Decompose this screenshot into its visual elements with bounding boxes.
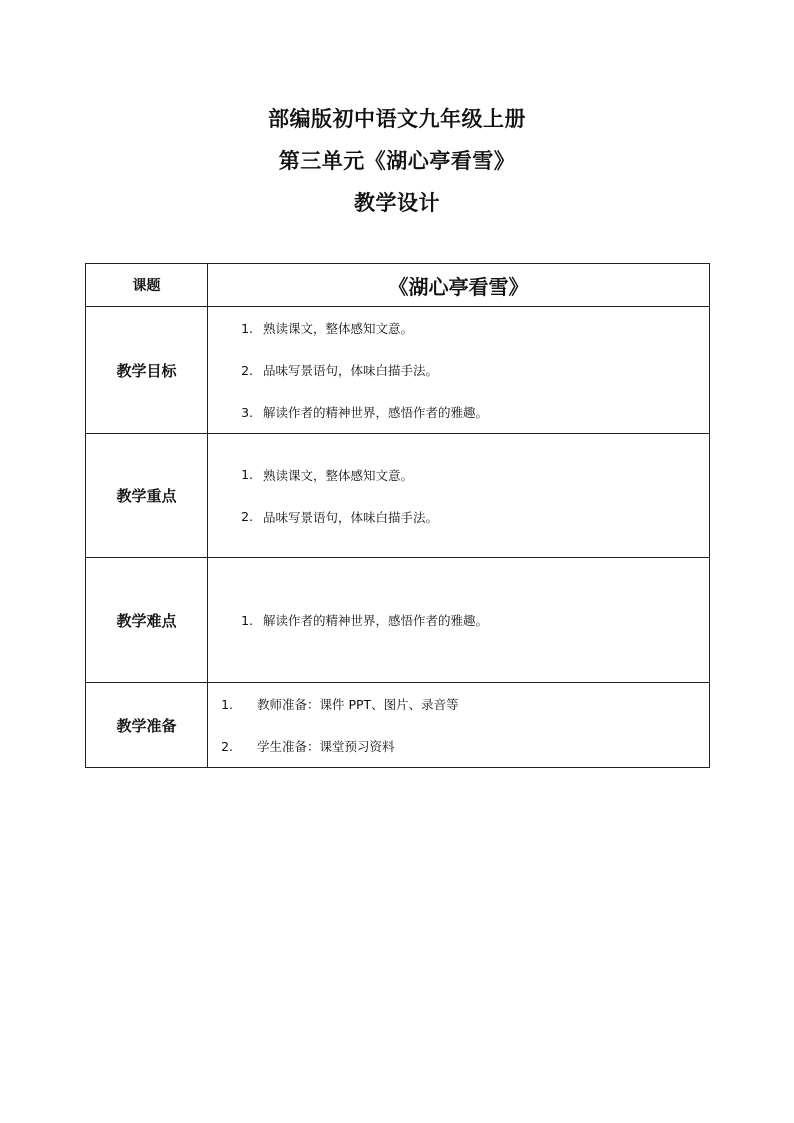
topic-label: 课题 <box>86 264 208 307</box>
table-row-preparation <box>86 683 710 768</box>
list-item <box>208 349 709 391</box>
list-item-text: 熟读课文，整体感知文意。 <box>263 467 414 483</box>
key-points-list <box>208 454 709 538</box>
table-row-topic <box>86 264 710 307</box>
goals-content <box>208 307 710 434</box>
table-row-goals <box>86 307 710 434</box>
difficulties-label: 教学难点 <box>86 558 208 683</box>
document-title-line3: 教学设计 <box>354 191 440 215</box>
list-item-text: 品味写景语句，体味白描手法。 <box>263 363 439 378</box>
list-item <box>208 725 709 767</box>
list-item-text: 学生准备：课堂预习资料 <box>257 739 395 754</box>
list-item <box>208 496 709 538</box>
table-row-key-points <box>86 434 710 558</box>
list-item-number: 1. <box>241 320 253 336</box>
list-item-number: 2. <box>241 509 253 524</box>
list-item-number: 2. <box>221 738 233 754</box>
list-item-text: 解读作者的精神世界，感悟作者的雅趣。 <box>263 405 489 420</box>
difficulties-list <box>208 599 709 641</box>
list-item <box>208 683 709 725</box>
list-item-text: 熟读课文，整体感知文意。 <box>263 321 414 336</box>
list-item-number: 1. <box>241 612 253 628</box>
goals-list <box>208 307 709 433</box>
list-item-text: 解读作者的精神世界，感悟作者的雅趣。 <box>263 613 489 628</box>
key-points-content <box>208 434 710 558</box>
list-item <box>208 599 709 641</box>
list-item-text: 品味写景语句，体味白描手法。 <box>263 509 439 525</box>
document-title-line1: 部编版初中语文九年级上册 <box>268 107 526 131</box>
list-item-number: 2. <box>241 362 253 378</box>
list-item-number: 1. <box>241 467 253 482</box>
preparation-content <box>208 683 710 768</box>
teaching-design-table <box>85 263 710 768</box>
list-item <box>208 307 709 349</box>
table-row-difficulties <box>86 558 710 683</box>
list-item <box>208 454 709 496</box>
goals-label: 教学目标 <box>86 307 208 434</box>
difficulties-content <box>208 558 710 683</box>
list-item-number: 1. <box>221 696 233 712</box>
list-item-number: 3. <box>241 404 253 420</box>
list-item-text: 教师准备：课件 PPT、图片、录音等 <box>257 697 459 712</box>
preparation-list <box>208 683 709 767</box>
document-title-line2: 第三单元《湖心亭看雪》 <box>278 149 516 173</box>
key-points-label: 教学重点 <box>86 434 208 558</box>
topic-value: 《湖心亭看雪》 <box>208 264 710 307</box>
list-item <box>208 391 709 433</box>
preparation-label: 教学准备 <box>86 683 208 768</box>
